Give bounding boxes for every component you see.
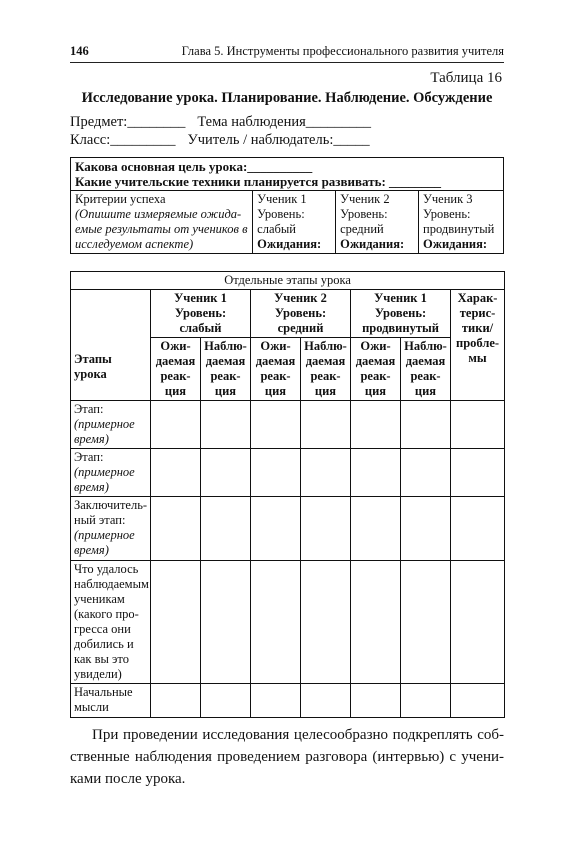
student-level-value: слабый bbox=[257, 222, 296, 236]
student-3-cell bbox=[419, 191, 504, 254]
observed-reaction-header: Наблю-даемая реак-ция bbox=[301, 338, 351, 401]
student-level-label: Уровень: bbox=[340, 207, 388, 221]
criteria-cell bbox=[71, 191, 253, 254]
class-field: Класс:_________ bbox=[70, 132, 176, 148]
techniques-question: Какие учительские техники планируется развивать: ________ bbox=[75, 174, 442, 189]
student-expectations-label: Ожидания: bbox=[423, 237, 488, 251]
chapter-title: Глава 5. Инструменты профессионального развития учителя bbox=[181, 44, 504, 58]
body-paragraph: При проведении исследования целесообразно подкреплять соб-ственные наблюдения проведением разговора (интервью) с учени-ками после урока. bbox=[70, 727, 504, 787]
goals-table bbox=[70, 157, 504, 254]
goal-row bbox=[71, 158, 504, 191]
expected-reaction-header: Ожи-даемая реак-ция bbox=[251, 338, 301, 401]
running-head bbox=[70, 44, 504, 64]
student-level-value: продвинутый bbox=[423, 222, 495, 236]
student-2-header: Ученик 2 Уровень: средний bbox=[251, 290, 351, 338]
goal-question: Какова основная цель урока:__________ bbox=[75, 159, 313, 174]
form-fields bbox=[70, 113, 371, 149]
student-1-header: Ученик 1 Уровень: слабый bbox=[151, 290, 251, 338]
header-rule bbox=[70, 62, 504, 63]
table-row bbox=[71, 684, 505, 718]
student-2-cell bbox=[336, 191, 419, 254]
table-number: Таблица 16 bbox=[430, 70, 502, 86]
table-row bbox=[71, 401, 505, 449]
student-expectations-label: Ожидания: bbox=[257, 237, 322, 251]
stage-cell: Начальные мысли bbox=[71, 684, 151, 718]
stages-header: Этапы урока bbox=[71, 290, 151, 401]
goal-cell bbox=[71, 158, 504, 191]
student-1-cell bbox=[253, 191, 336, 254]
fields-row-2 bbox=[70, 131, 371, 149]
student-level-value: средний bbox=[340, 222, 384, 236]
observed-reaction-header: Наблю-даемая реак-ция bbox=[201, 338, 251, 401]
table-title: Исследование урока. Планирование. Наблюдение. Обсуждение bbox=[81, 90, 493, 106]
page-number: 146 bbox=[70, 44, 89, 58]
criteria-row bbox=[71, 191, 504, 254]
observed-reaction-header: Наблю-даемая реак-ция bbox=[401, 338, 451, 401]
stage-cell: Заключитель-ный этап: (примерное время) bbox=[71, 497, 151, 561]
student-header-row bbox=[71, 290, 505, 338]
table-caption: Отдельные этапы урока bbox=[71, 272, 505, 290]
table-row bbox=[71, 449, 505, 497]
fields-row-1 bbox=[70, 113, 371, 131]
student-level-label: Уровень: bbox=[423, 207, 471, 221]
table-row bbox=[71, 561, 505, 684]
criteria-label: Критерии успеха bbox=[75, 192, 166, 206]
student-expectations-label: Ожидания: bbox=[340, 237, 405, 251]
student-name: Ученик 3 bbox=[423, 192, 473, 206]
lesson-stages-table bbox=[70, 271, 505, 718]
criteria-hint: (Опишите измеряемые ожида-емые результаты от учеников в исследуемом аспекте) bbox=[75, 207, 248, 251]
stage-cell: Что удалось наблюдаемым ученикам (какого про-гресса они добились и как вы это увидели) bbox=[71, 561, 151, 684]
expected-reaction-header: Ожи-даемая реак-ция bbox=[151, 338, 201, 401]
characteristics-header: Харак-терис-тики/ пробле-мы bbox=[451, 290, 505, 401]
student-name: Ученик 2 bbox=[340, 192, 390, 206]
topic-field: Тема наблюдения_________ bbox=[197, 114, 372, 130]
student-level-label: Уровень: bbox=[257, 207, 305, 221]
stage-cell: Этап: (примерное время) bbox=[71, 449, 151, 497]
caption-row bbox=[71, 272, 505, 290]
observer-field: Учитель / наблюдатель:_____ bbox=[187, 132, 370, 148]
subject-field: Предмет:________ bbox=[70, 114, 186, 130]
stage-cell: Этап: (примерное время) bbox=[71, 401, 151, 449]
student-name: Ученик 1 bbox=[257, 192, 307, 206]
expected-reaction-header: Ожи-даемая реак-ция bbox=[351, 338, 401, 401]
student-3-header: Ученик 1 Уровень: продвинутый bbox=[351, 290, 451, 338]
table-row bbox=[71, 497, 505, 561]
